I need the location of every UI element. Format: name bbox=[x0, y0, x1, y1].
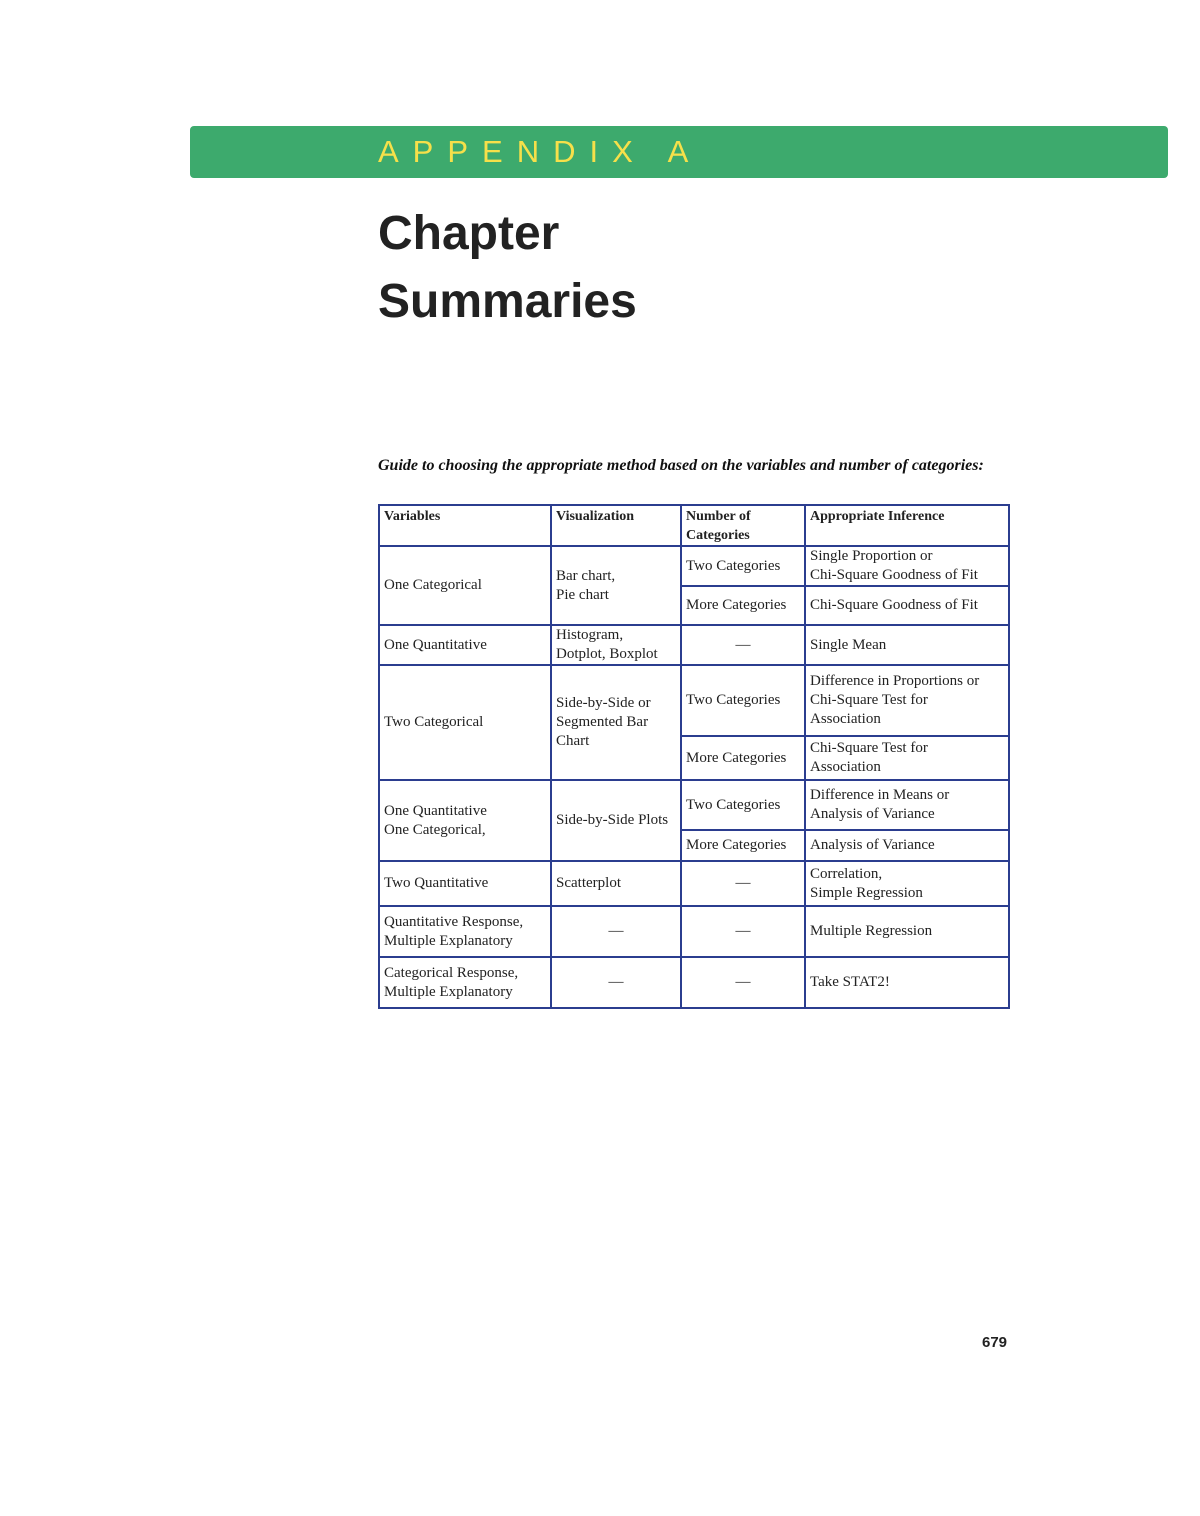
cell-inference: Take STAT2! bbox=[805, 957, 1009, 1008]
header-number-of-categories: Number of Categories bbox=[681, 505, 805, 546]
cell-inference: Correlation, Simple Regression bbox=[805, 861, 1009, 906]
cell-categories: More Categories bbox=[681, 736, 805, 780]
header-visualization: Visualization bbox=[551, 505, 681, 546]
cell-inference: Difference in Proportions or Chi-Square Test for Association bbox=[805, 665, 1009, 736]
appendix-label: APPENDIX A bbox=[378, 134, 703, 169]
cell-inference: Single Mean bbox=[805, 625, 1009, 665]
cell-categories: More Categories bbox=[681, 586, 805, 625]
cell-visualization: — bbox=[551, 906, 681, 957]
cell-inference: Single Proportion or Chi-Square Goodness of Fit bbox=[805, 546, 1009, 586]
table-header-row bbox=[379, 505, 1009, 546]
cell-visualization: Side-by-Side Plots bbox=[551, 780, 681, 861]
page-number: 679 bbox=[982, 1334, 1008, 1351]
table-row bbox=[379, 906, 1009, 957]
header-variables: Variables bbox=[379, 505, 551, 546]
appendix-banner bbox=[190, 126, 1168, 178]
header-appropriate-inference: Appropriate Inference bbox=[805, 505, 1009, 546]
cell-variables: Two Categorical bbox=[379, 665, 551, 780]
cell-categories: Two Categories bbox=[681, 546, 805, 586]
table-row bbox=[379, 546, 1009, 586]
cell-categories: — bbox=[681, 906, 805, 957]
cell-variables: One Categorical bbox=[379, 546, 551, 625]
cell-inference: Difference in Means or Analysis of Variance bbox=[805, 780, 1009, 830]
cell-variables: One Quantitative bbox=[379, 625, 551, 665]
table-row bbox=[379, 665, 1009, 736]
cell-visualization: Side-by-Side or Segmented Bar Chart bbox=[551, 665, 681, 780]
table-row bbox=[379, 780, 1009, 830]
cell-categories: — bbox=[681, 625, 805, 665]
cell-variables: Two Quantitative bbox=[379, 861, 551, 906]
cell-inference: Analysis of Variance bbox=[805, 830, 1009, 861]
method-guide-table bbox=[378, 504, 1010, 1009]
cell-categories: — bbox=[681, 861, 805, 906]
table-row bbox=[379, 625, 1009, 665]
cell-categories: Two Categories bbox=[681, 665, 805, 736]
cell-inference: Multiple Regression bbox=[805, 906, 1009, 957]
cell-inference: Chi-Square Test for Association bbox=[805, 736, 1009, 780]
cell-categories: — bbox=[681, 957, 805, 1008]
cell-variables: Categorical Response, Multiple Explanatory bbox=[379, 957, 551, 1008]
chapter-title-line-1: Chapter bbox=[378, 207, 560, 260]
cell-visualization: — bbox=[551, 957, 681, 1008]
table-row bbox=[379, 957, 1009, 1008]
cell-categories: More Categories bbox=[681, 830, 805, 861]
cell-visualization: Histogram, Dotplot, Boxplot bbox=[551, 625, 681, 665]
table-row bbox=[379, 861, 1009, 906]
chapter-title-line-2: Summaries bbox=[378, 275, 637, 328]
cell-variables: One Quantitative One Categorical, bbox=[379, 780, 551, 861]
cell-visualization: Scatterplot bbox=[551, 861, 681, 906]
cell-inference: Chi-Square Goodness of Fit bbox=[805, 586, 1009, 625]
chapter-title bbox=[378, 200, 637, 336]
table-caption: Guide to choosing the appropriate method based on the variables and number of categories: bbox=[378, 457, 984, 474]
cell-visualization: Bar chart, Pie chart bbox=[551, 546, 681, 625]
cell-categories: Two Categories bbox=[681, 780, 805, 830]
cell-variables: Quantitative Response, Multiple Explanatory bbox=[379, 906, 551, 957]
